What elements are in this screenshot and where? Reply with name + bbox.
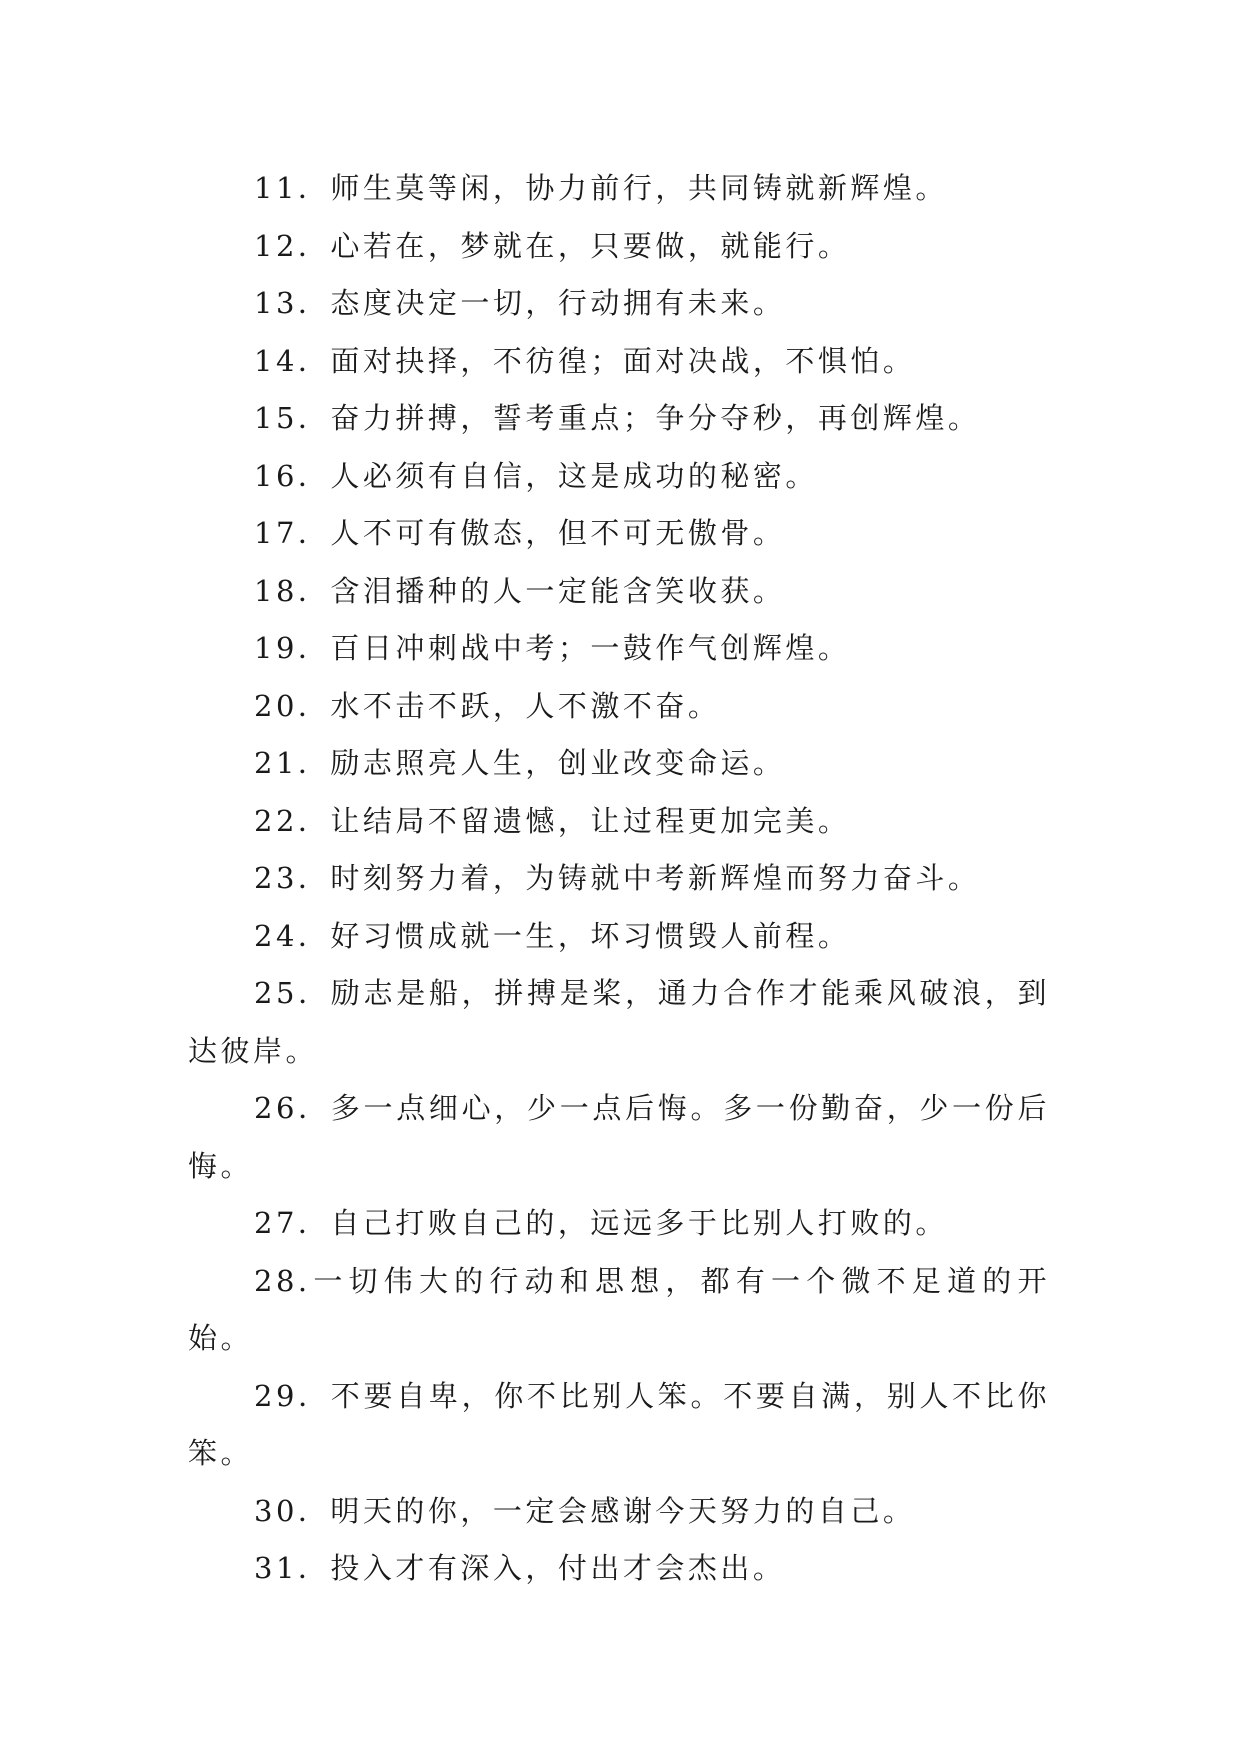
list-item: 28.一切伟大的行动和思想，都有一个微不足道的开始。 xyxy=(188,1263,1050,1355)
list-item: 31．投入才有深入，付出才会杰出。 xyxy=(254,1551,786,1585)
list-item: 30．明天的你，一定会感谢今天努力的自己。 xyxy=(254,1493,916,1528)
list-item: 26．多一点细心，少一点后悔。多一份勤奋，少一份后悔。 xyxy=(188,1091,1050,1183)
list-item: 21．励志照亮人生，创业改变命运。 xyxy=(254,746,786,780)
list-item: 29．不要自卑，你不比别人笨。不要自满，别人不比你笨。 xyxy=(188,1378,1050,1470)
list-item: 20．水不击不跃，人不激不奋。 xyxy=(254,688,721,723)
list-item: 12．心若在，梦就在，只要做，就能行。 xyxy=(254,228,851,263)
list-item: 23．时刻努力着，为铸就中考新辉煌而努力奋斗。 xyxy=(254,861,981,895)
list-item: 11．师生莫等闲，协力前行，共同铸就新辉煌。 xyxy=(254,171,948,205)
list-item: 14．面对抉择，不彷徨；面对决战，不惧怕。 xyxy=(254,343,916,378)
list-item: 27．自己打败自己的，远远多于比别人打败的。 xyxy=(254,1206,948,1240)
list-item: 22．让结局不留遗憾，让过程更加完美。 xyxy=(254,803,851,838)
list-item: 13．态度决定一切，行动拥有未来。 xyxy=(254,286,786,320)
list-item: 25．励志是船，拼搏是桨，通力合作才能乘风破浪，到达彼岸。 xyxy=(188,976,1050,1068)
list-item: 19．百日冲刺战中考；一鼓作气创辉煌。 xyxy=(254,631,851,665)
list-item: 24．好习惯成就一生，坏习惯毁人前程。 xyxy=(254,918,851,953)
list-item: 17．人不可有傲态，但不可无傲骨。 xyxy=(254,516,786,550)
list-item: 16．人必须有自信，这是成功的秘密。 xyxy=(254,458,818,493)
document-body xyxy=(188,160,1050,1598)
list-item: 18．含泪播种的人一定能含笑收获。 xyxy=(254,573,786,608)
list-item: 15．奋力拼搏，誓考重点；争分夺秒，再创辉煌。 xyxy=(254,401,981,435)
